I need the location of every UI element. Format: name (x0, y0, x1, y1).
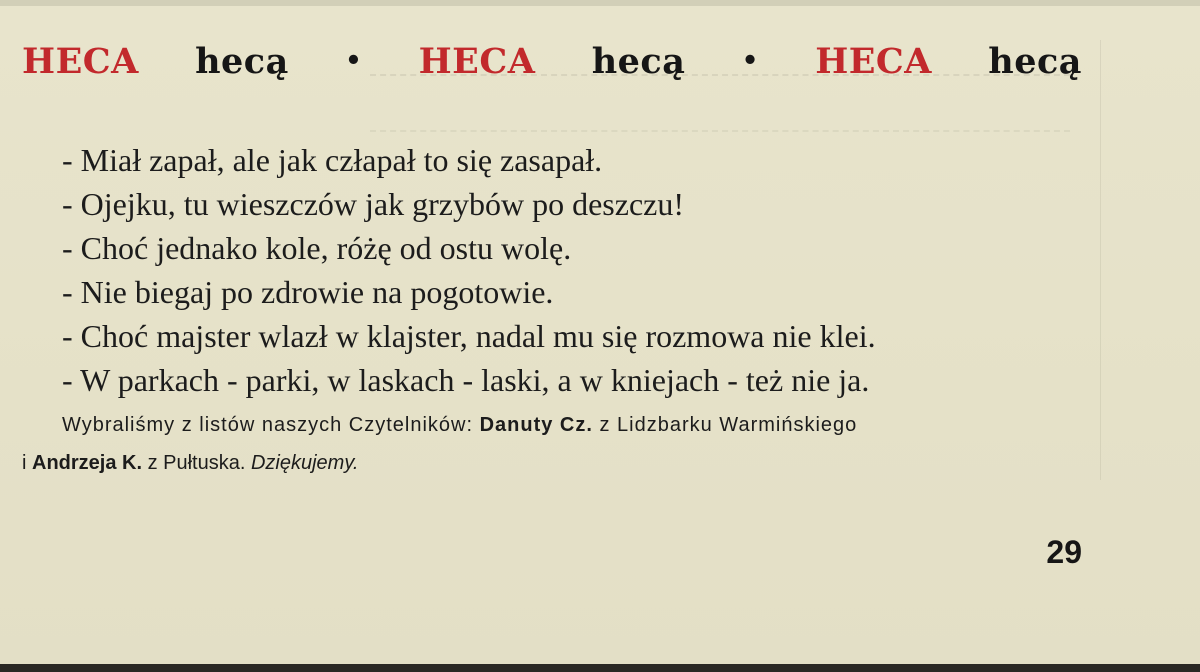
heading-separator: • (741, 46, 759, 76)
credits-conjunction: i (22, 452, 32, 474)
show-through-artifact (1100, 40, 1191, 480)
heading-red-word: HECA (418, 40, 536, 82)
credits-name-1: Danuty Cz. (479, 414, 593, 436)
saying-line: - Nie biegaj po zdrowie na pogotowie. (62, 274, 554, 310)
credits-intro: Wybraliśmy z listów naszych Czytelników: (62, 414, 480, 436)
sayings-list (62, 138, 876, 402)
saying-line: - Ojejku, tu wieszczów jak grzybów po deszczu! (62, 186, 684, 222)
heading-red-word: HECA (22, 40, 139, 82)
credits-place-1: z Lidzbarku Warmińskiego (592, 414, 858, 436)
heading-row (22, 36, 1082, 86)
saying-line: - Miał zapał, ale jak człapał to się zasapał. (62, 142, 603, 178)
page-number: 29 (1046, 534, 1082, 570)
saying-line: - Choć jednako kole, różę od ostu wolę. (62, 230, 572, 266)
credits-place-2: z Pułtuska. (142, 452, 251, 474)
heading-separator: • (345, 46, 363, 76)
heading-red-word: HECA (815, 40, 932, 82)
credits-thanks: Dziękujemy. (250, 452, 359, 474)
heading-black-word: hecą (591, 40, 686, 82)
heading-black-word: hecą (195, 40, 289, 82)
credits-name-2: Andrzeja K. (32, 452, 143, 474)
credits-line-2 (22, 444, 1082, 482)
heading-black-word: hecą (988, 40, 1082, 82)
saying-line: - W parkach - parki, w laskach - laski, a w kniejach - też nie ja. (62, 362, 870, 398)
scan-bottom-edge (0, 664, 1200, 672)
saying-line: - Choć majster wlazł w klajster, nadal mu się rozmowa nie klei. (62, 318, 876, 354)
credits-line-1 (62, 406, 1082, 444)
credits-note (22, 406, 1082, 482)
top-shadow (0, 0, 1200, 6)
